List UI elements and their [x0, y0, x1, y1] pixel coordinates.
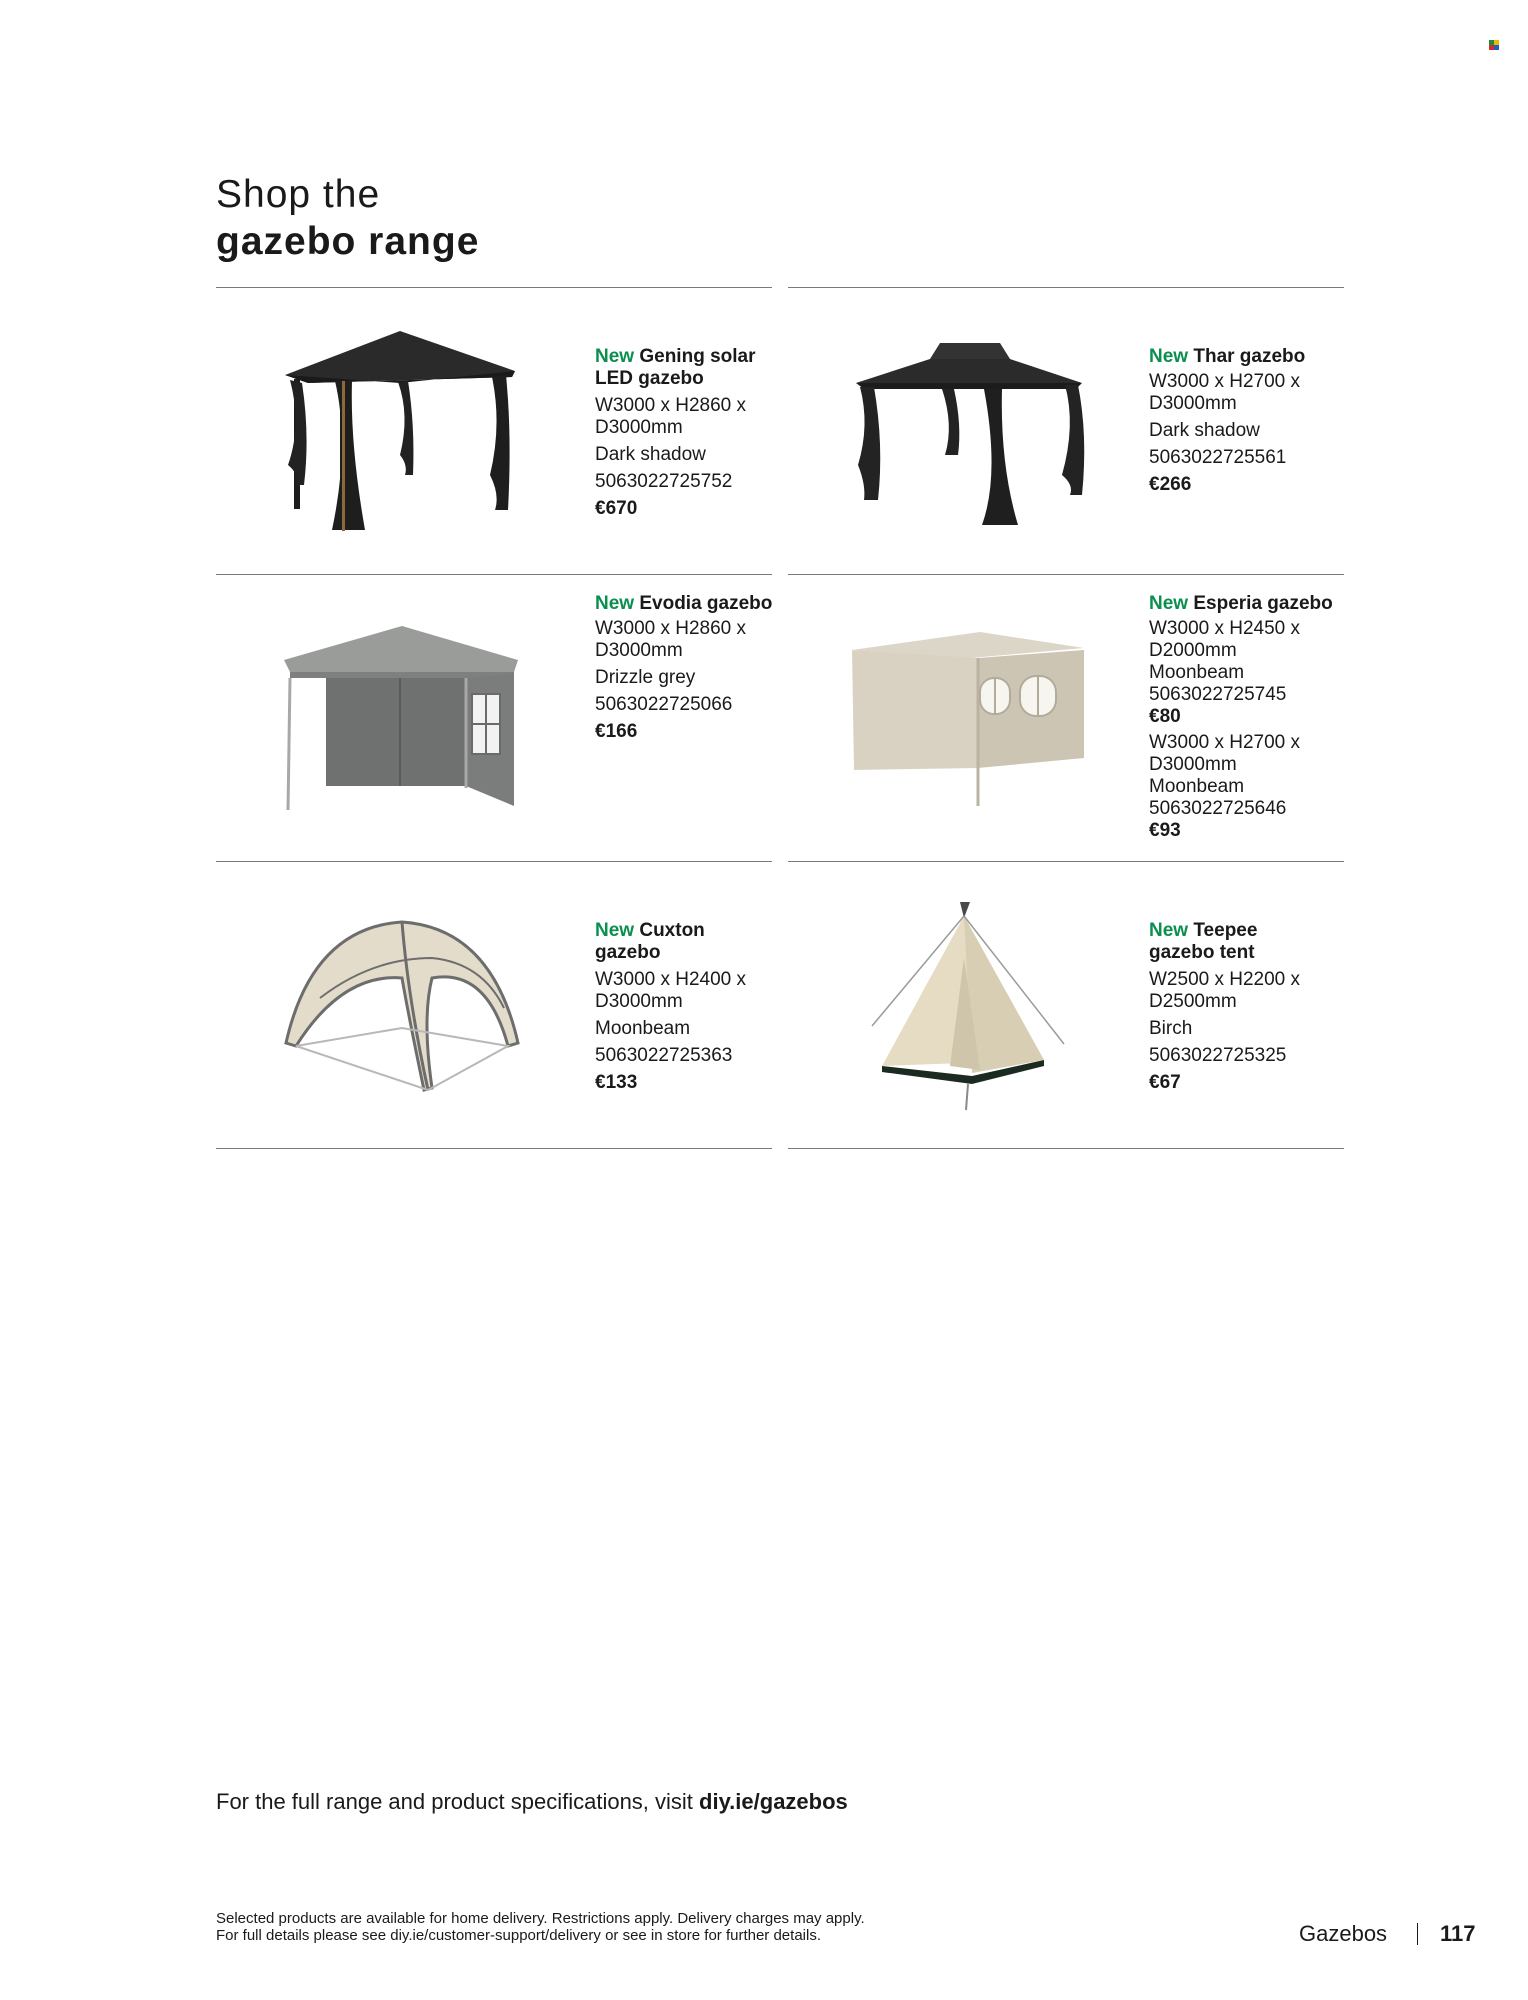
teepee-tent-image[interactable] — [868, 898, 1068, 1113]
product-card-cuxton — [595, 920, 795, 1094]
fine-print-line-1: Selected products are available for home delivery. Restrictions apply. Delivery charges may apply. — [216, 1910, 865, 1927]
title-line-2: gazebo range — [216, 219, 480, 263]
new-tag: New — [1149, 346, 1189, 367]
product-colour: Birch — [1149, 1018, 1193, 1039]
footer-separator — [1417, 1923, 1418, 1945]
divider — [216, 574, 772, 575]
gazebos-link[interactable]: diy.ie/gazebos — [699, 1789, 848, 1814]
gening-gazebo-image[interactable] — [280, 325, 520, 535]
product-dimensions: W3000 x H2400 x — [595, 969, 747, 990]
divider — [788, 287, 1344, 288]
product-card-thar — [1149, 346, 1349, 496]
thar-gazebo-image[interactable] — [850, 335, 1090, 535]
product-colour: Dark shadow — [595, 444, 706, 465]
product-dimensions-depth: D3000mm — [1149, 754, 1237, 775]
product-price: €670 — [595, 498, 638, 519]
product-dimensions: W3000 x H2860 x — [595, 618, 747, 639]
product-price: €266 — [1149, 474, 1192, 495]
product-price: €93 — [1149, 820, 1181, 841]
esperia-gazebo-image[interactable] — [850, 628, 1090, 808]
product-name-line-2: gazebo — [595, 942, 661, 963]
full-range-cta — [216, 1789, 848, 1815]
product-card-esperia — [1149, 593, 1349, 842]
product-colour: Moonbeam — [1149, 776, 1245, 797]
product-name: New Thar gazebo — [1149, 346, 1306, 367]
product-code: 5063022725752 — [595, 471, 733, 492]
new-tag: New — [595, 920, 635, 941]
product-dimensions: W3000 x H2860 x — [595, 395, 747, 416]
product-card-evodia — [595, 593, 795, 743]
product-dimensions: W2500 x H2200 x — [1149, 969, 1301, 990]
product-card-gening — [595, 346, 795, 520]
product-code: 5063022725325 — [1149, 1045, 1287, 1066]
product-colour: Dark shadow — [1149, 420, 1260, 441]
product-name: New Evodia gazebo — [595, 593, 773, 614]
product-code: 5063022725066 — [595, 694, 733, 715]
product-name: New Esperia gazebo — [1149, 593, 1333, 614]
product-colour: Moonbeam — [1149, 662, 1245, 683]
product-code: 5063022725363 — [595, 1045, 733, 1066]
product-code: 5063022725561 — [1149, 447, 1287, 468]
product-dimensions: W3000 x H2700 x — [1149, 371, 1301, 392]
evodia-gazebo-image[interactable] — [282, 622, 522, 812]
product-dimensions-depth: D3000mm — [595, 417, 683, 438]
section-label: Gazebos — [1299, 1921, 1388, 1946]
title-line-1: Shop the — [216, 173, 381, 216]
page-number: 117 — [1440, 1921, 1476, 1946]
product-price: €133 — [595, 1072, 638, 1093]
product-dimensions-depth: D2000mm — [1149, 640, 1237, 661]
product-card-teepee — [1149, 920, 1349, 1094]
product-dimensions: W3000 x H2450 x — [1149, 618, 1301, 639]
product-name-line-2: gazebo tent — [1149, 942, 1255, 963]
product-dimensions-depth: D3000mm — [595, 640, 683, 661]
new-tag: New — [595, 346, 635, 367]
product-dimensions-depth: D3000mm — [1149, 393, 1237, 414]
new-tag: New — [595, 593, 635, 614]
divider — [788, 1148, 1344, 1149]
delivery-fine-print — [216, 1910, 865, 1944]
divider — [788, 861, 1344, 862]
product-dimensions: W3000 x H2700 x — [1149, 732, 1301, 753]
product-dimensions-depth: D2500mm — [1149, 991, 1237, 1012]
divider — [216, 1148, 772, 1149]
page-title — [216, 172, 479, 266]
product-dimensions-depth: D3000mm — [595, 991, 683, 1012]
product-name-line-2: LED gazebo — [595, 368, 704, 389]
divider — [216, 861, 772, 862]
new-tag: New — [1149, 593, 1189, 614]
product-price: €166 — [595, 721, 638, 742]
product-name: New Teepee — [1149, 920, 1258, 941]
product-code: 5063022725745 — [1149, 684, 1287, 705]
new-tag: New — [1149, 920, 1189, 941]
product-colour: Drizzle grey — [595, 667, 696, 688]
product-colour: Moonbeam — [595, 1018, 691, 1039]
product-price: €80 — [1149, 706, 1181, 727]
fine-print-line-2: For full details please see diy.ie/customer-support/delivery or see in store for further details. — [216, 1927, 821, 1944]
brand-mark-icon — [1489, 40, 1499, 50]
product-price: €67 — [1149, 1072, 1181, 1093]
cta-text: For the full range and product specifications, visit — [216, 1789, 700, 1814]
divider — [788, 574, 1344, 575]
divider — [216, 287, 772, 288]
product-code: 5063022725646 — [1149, 798, 1287, 819]
product-name: New Gening solar — [595, 346, 756, 367]
cuxton-gazebo-image[interactable] — [282, 918, 522, 1093]
product-name: New Cuxton — [595, 920, 705, 941]
